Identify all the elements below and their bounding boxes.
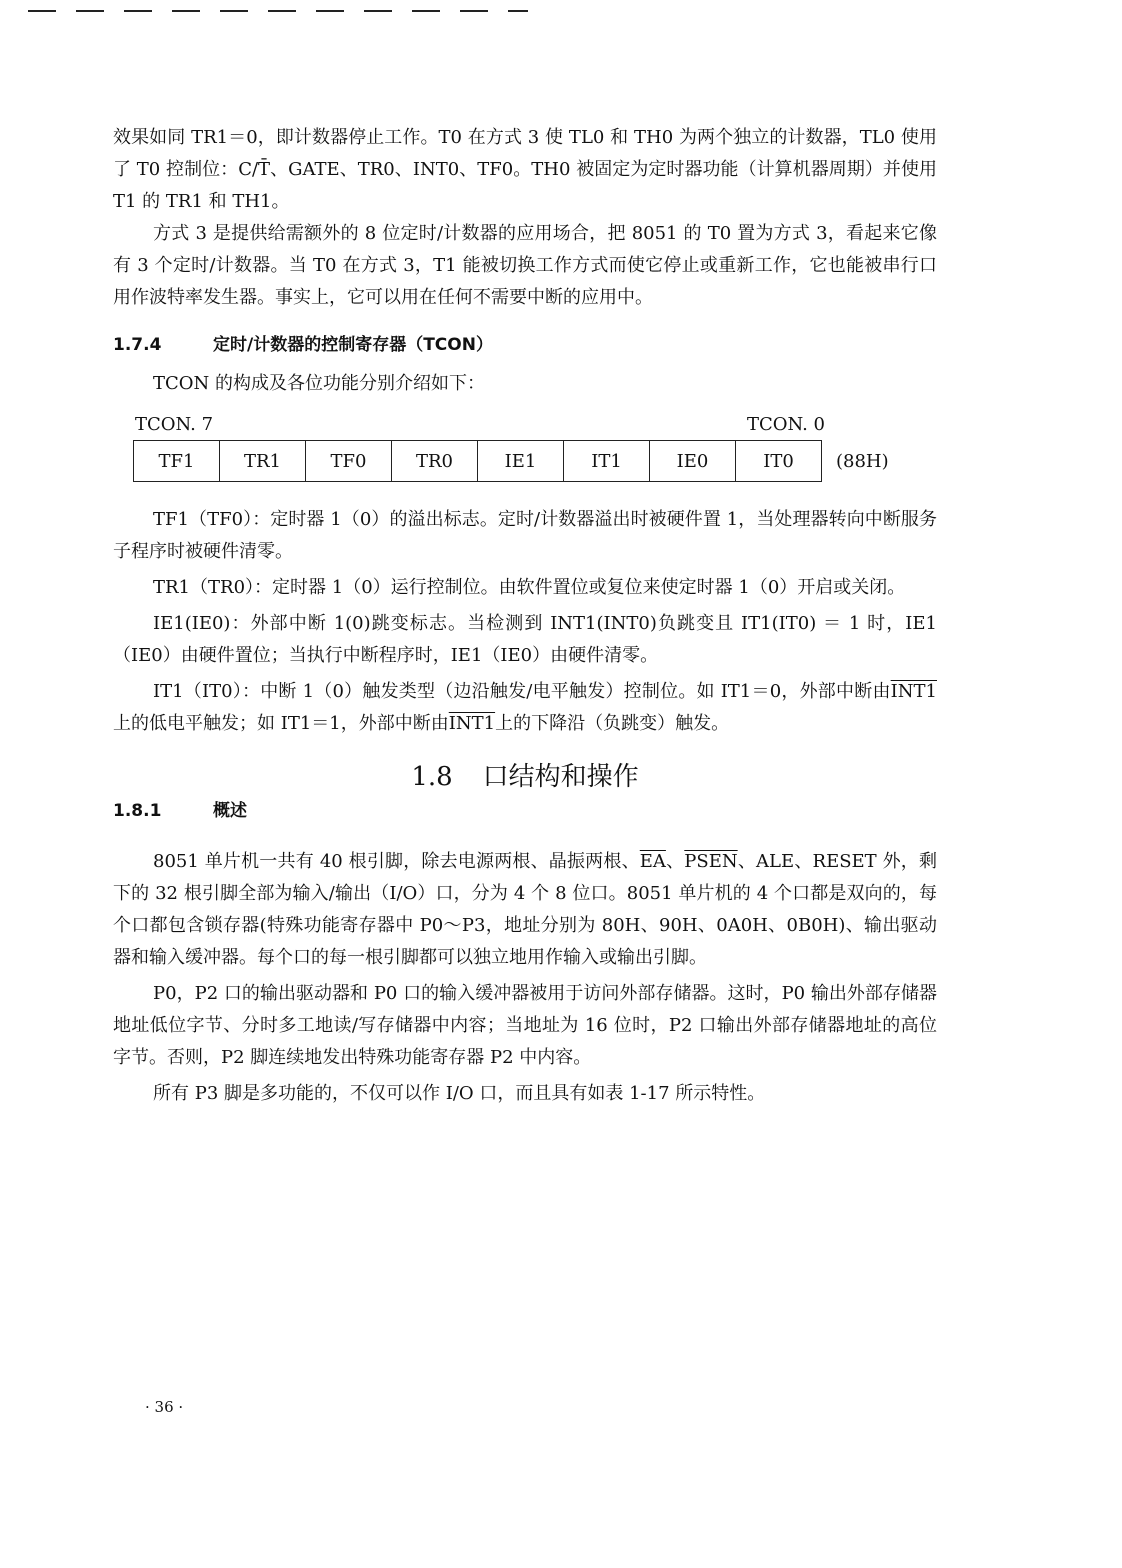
psen-signal: PSEN	[684, 851, 738, 872]
pin-text-sep: 、	[665, 851, 685, 872]
tf-description: TF1（TF0）：定时器 1（0）的溢出标志。定时/计数器溢出时被硬件置 1，当处理器转向中断服务子程序时被硬件清零。	[113, 509, 937, 562]
register-bit-0: IT0	[736, 441, 822, 482]
tcon-register	[133, 440, 937, 482]
register-bit-5: TF0	[306, 441, 392, 482]
register-bit-1: IE0	[650, 441, 736, 482]
int1-overline-1: INT1	[890, 681, 937, 702]
chapter-number: 1.8	[411, 762, 453, 792]
it-description	[113, 676, 937, 740]
paragraph-pin-overview	[113, 846, 937, 974]
pin-text-b: 、ALE、RESET 外，剩下的 32 根引脚全部为输入/输出（I/O）口，分为 4 个 8 位口。8051 单片机的 4 个口都是双向的，每个口都包含锁存器(特殊功能寄存器中 P0～P3，地址分别为 80H、90H、0A0H、0B0H)、输出驱动器和输入缓冲器。每个口的每一根引脚都可以独立地用作输入或输出引脚。	[113, 851, 937, 968]
top-dash-line	[28, 10, 528, 12]
register-bit-7: TF1	[134, 441, 220, 482]
ie-description: IE1(IE0)：外部中断 1(0)跳变标志。当检测到 INT1(INT0)负跳变且 IT1(IT0) ＝ 1 时，IE1（IE0）由硬件置位；当执行中断程序时，IE1（IE0）由硬件清零。	[113, 613, 937, 666]
register-bit-2: IT1	[564, 441, 650, 482]
paragraph-p3: 所有 P3 脚是多功能的，不仅可以作 I/O 口，而且具有如表 1-17 所示特性。	[153, 1083, 766, 1104]
ea-signal: $\overline{EA}$	[639, 851, 666, 872]
chapter-heading-1-8	[113, 760, 937, 794]
register-address: (88H)	[836, 450, 889, 472]
it-text-b: 上的低电平触发；如 IT1＝1，外部中断由	[113, 713, 449, 734]
section-number: 1.8.1	[113, 801, 162, 821]
register-bit-4: TR0	[392, 441, 478, 482]
it-text-c: 上的下降沿（负跳变）触发。	[495, 713, 730, 734]
section-number: 1.7.4	[113, 335, 162, 355]
register-bit-3: IE1	[478, 441, 564, 482]
tr-description: TR1（TR0）：定时器 1（0）运行控制位。由软件置位或复位来使定时器 1（0）开启或关闭。	[153, 577, 906, 598]
page-content	[113, 122, 937, 1110]
chapter-title: 口结构和操作	[482, 762, 639, 792]
section-heading-1-7-4	[113, 332, 937, 358]
section-heading-1-8-1	[113, 798, 937, 824]
page-number: · 36 ·	[145, 1398, 184, 1416]
it-text-a: IT1（IT0）：中断 1（0）触发类型（边沿触发/电平触发）控制位。如 IT1＝0，外部中断由	[153, 681, 891, 702]
register-bit-labels	[135, 412, 825, 440]
int1-overline-2: INT1	[448, 713, 496, 734]
paragraph-mode3-usage: 方式 3 是提供给需额外的 8 位定时/计数器的应用场合，把 8051 的 T0 置为方式 3，看起来它像有 3 个定时/计数器。当 T0 在方式 3，T1 能被切换工作方式而使它停止或重新工作，它也能被串行口用作波特率发生器。事实上，它可以用在任何不需要中断的应用中。	[113, 223, 937, 308]
register-lsb-label: TCON. 0	[746, 414, 825, 435]
paragraph-p0-p2: P0，P2 口的输出驱动器和 P0 口的输入缓冲器被用于访问外部存储器。这时，P0 输出外部存储器地址低位字节、分时多工地读/写存储器中内容；当地址为 16 位时，P2 口输出外部存储器地址的高位字节。否则，P2 脚连续地发出特殊功能寄存器 P2 中内容。	[113, 983, 937, 1068]
tcon-intro: TCON 的构成及各位功能分别介绍如下：	[153, 373, 486, 394]
register-bit-6: TR1	[220, 441, 306, 482]
tcon-register-table	[133, 440, 822, 482]
section-title: 概述	[213, 801, 247, 821]
section-title: 定时/计数器的控制寄存器（TCON）	[213, 335, 493, 355]
paragraph-mode3-effect: 效果如同 TR1＝0，即计数器停止工作。T0 在方式 3 使 TL0 和 TH0 为两个独立的计数器，TL0 使用了 T0 控制位：C/T̄、GATE、TR0、INT0、TF0。TH0 被固定为定时器功能（计算机器周期）并使用 T1 的 TR1 和 TH1。	[113, 127, 937, 212]
pin-text-a: 8051 单片机一共有 40 根引脚，除去电源两根、晶振两根、	[153, 851, 640, 872]
register-msb-label: TCON. 7	[135, 414, 214, 435]
